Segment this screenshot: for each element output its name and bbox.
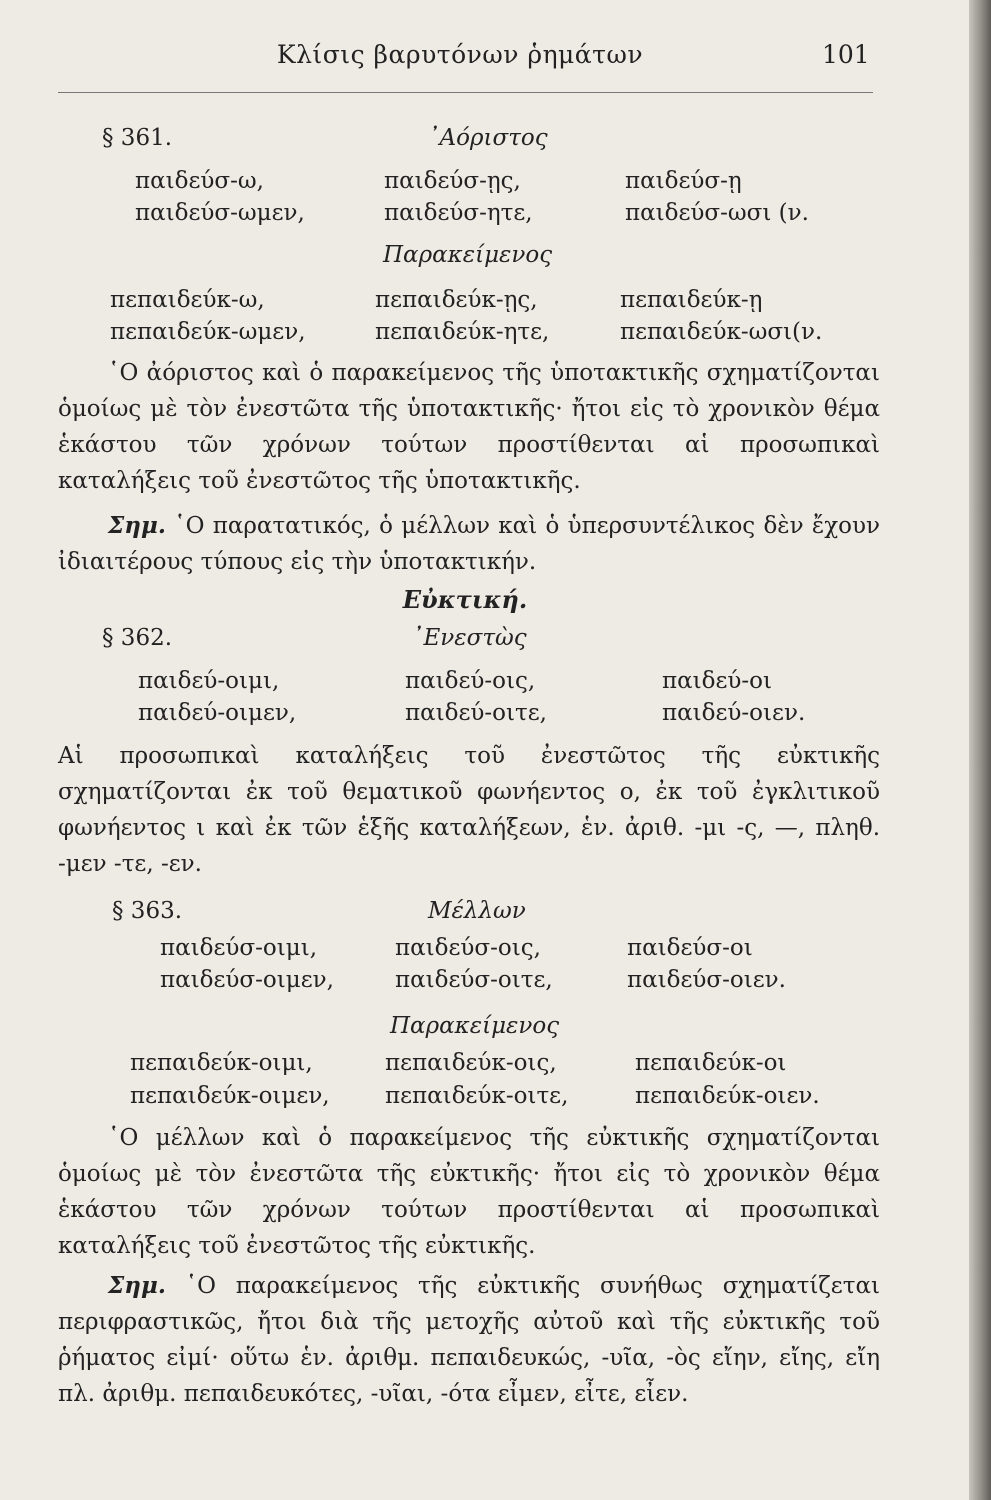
form-cell: παιδεύσ-οι: [627, 935, 753, 961]
tense-heading: Παρακείμενος: [383, 242, 553, 268]
note-label: Σημ.: [108, 512, 166, 539]
tense-heading: Μέλλων: [428, 898, 526, 924]
form-cell: παιδεύ-οιεν.: [662, 700, 806, 726]
form-cell: παιδεύσ-ω,: [135, 168, 264, 194]
form-cell: παιδεύ-οι: [662, 668, 773, 694]
form-cell: παιδεύ-οις,: [405, 668, 536, 694]
running-header: Κλίσις βαρυτόνων ῥημάτων: [276, 40, 644, 69]
body-paragraph: Αἱ προσωπικαὶ καταλήξεις τοῦ ἐνεστῶτος τῆς εὐκτικῆς σχηματίζονται ἐκ τοῦ θεματικοῦ φωνήεντος ο, ἐκ τοῦ ἐγκλιτικοῦ φωνήεντος ι καὶ ἐκ τῶν ἑξῆς καταλήξεων, ἑν. ἀριθ. -μι -ς, —, πληθ. -μεν -τε, -εν.: [58, 743, 880, 877]
form-cell: παιδεύ-οιτε,: [405, 700, 547, 726]
form-cell: πεπαιδεύκ-ητε,: [375, 319, 550, 345]
form-cell: πεπαιδεύκ-ω,: [110, 287, 265, 313]
form-cell: πεπαιδεύκ-οιμεν,: [130, 1083, 330, 1109]
section-number: § 363.: [112, 898, 183, 924]
form-cell: παιδεύσ-οιμεν,: [160, 967, 334, 993]
form-cell: πεπαιδεύκ-οις,: [385, 1050, 557, 1076]
form-cell: πεπαιδεύκ-ωμεν,: [110, 319, 306, 345]
form-cell: πεπαιδεύκ-οιμι,: [130, 1050, 313, 1076]
form-cell: πεπαιδεύκ-ωσι(ν.: [620, 319, 823, 345]
page-edge: [969, 0, 991, 1500]
form-cell: πεπαιδεύκ-ῃς,: [375, 287, 538, 313]
form-cell: παιδεύ-οιμεν,: [138, 700, 297, 726]
body-paragraph: ῾Ο ἀόριστος καὶ ὁ παρακείμενος τῆς ὑποτακτικῆς σχηματίζονται ὁμοίως μὲ τὸν ἐνεστῶτα τῆς ὑποτακτικῆς· ἤτοι εἰς τὸ χρονικὸν θέμα ἑκάστου τῶν χρόνων τούτων προστίθενται αἱ προσωπικαὶ καταλήξεις τοῦ ἐνεστῶτος τῆς ὑποτακτικῆς.: [58, 360, 880, 494]
form-cell: παιδεύσ-ωμεν,: [135, 200, 305, 226]
form-cell: παιδεύσ-οιμι,: [160, 935, 318, 961]
tense-heading: ᾿Ενεστὼς: [412, 625, 527, 651]
tense-heading: Παρακείμενος: [390, 1013, 560, 1039]
header-rule: [58, 92, 873, 93]
form-cell: παιδεύσ-ητε,: [384, 200, 533, 226]
note-paragraph: Σημ. ῾Ο παρακείμενος τῆς εὐκτικῆς συνήθως σχηματίζεται περιφραστικῶς, ἤτοι διὰ τῆς μετοχῆς αὐτοῦ καὶ τῆς εὐκτικῆς τοῦ ῥήματος εἰμί· οὕτω ἑν. ἀριθμ. πεπαιδευκώς, -υῖα, -ὸς εἴην, εἴης, εἴη πλ. ἀριθμ. πεπαιδευκότες, -υῖαι, -ότα εἶμεν, εἶτε, εἶεν.: [58, 1272, 880, 1407]
form-cell: παιδεύσ-οιτε,: [395, 967, 553, 993]
page-number: 101: [822, 40, 870, 69]
form-cell: πεπαιδεύκ-οι: [635, 1050, 787, 1076]
form-cell: παιδεύσ-ῃς,: [384, 168, 521, 194]
mood-heading: Εὐκτική.: [402, 585, 528, 614]
form-cell: παιδεύ-οιμι,: [138, 668, 280, 694]
form-cell: παιδεύσ-ῃ: [625, 168, 742, 194]
tense-heading: ᾿Αόριστος: [428, 125, 548, 151]
form-cell: παιδεύσ-οιεν.: [627, 967, 786, 993]
form-cell: πεπαιδεύκ-ῃ: [620, 287, 763, 313]
note-paragraph: Σημ. ῾Ο παρατατικός, ὁ μέλλων καὶ ὁ ὑπερσυντέλικος δὲν ἔχουν ἰδιαιτέρους τύπους εἰς τὴν ὑποτακτικήν.: [58, 512, 880, 575]
section-number: § 362.: [102, 625, 173, 651]
section-number: § 361.: [102, 125, 173, 151]
form-cell: παιδεύσ-ωσι (ν.: [625, 200, 809, 226]
note-label: Σημ.: [108, 1272, 166, 1299]
form-cell: παιδεύσ-οις,: [395, 935, 541, 961]
form-cell: πεπαιδεύκ-οιτε,: [385, 1083, 569, 1109]
form-cell: πεπαιδεύκ-οιεν.: [635, 1083, 820, 1109]
body-paragraph: ῾Ο μέλλων καὶ ὁ παρακείμενος τῆς εὐκτικῆς σχηματίζονται ὁμοίως μὲ τὸν ἐνεστῶτα τῆς εὐκτικῆς· ἤτοι εἰς τὸ χρονικὸν θέμα ἑκάστου τῶν χρόνων τούτων προστίθενται αἱ προσωπικαὶ καταλήξεις τοῦ ἐνεστῶτος τῆς εὐκτικῆς.: [58, 1125, 880, 1259]
